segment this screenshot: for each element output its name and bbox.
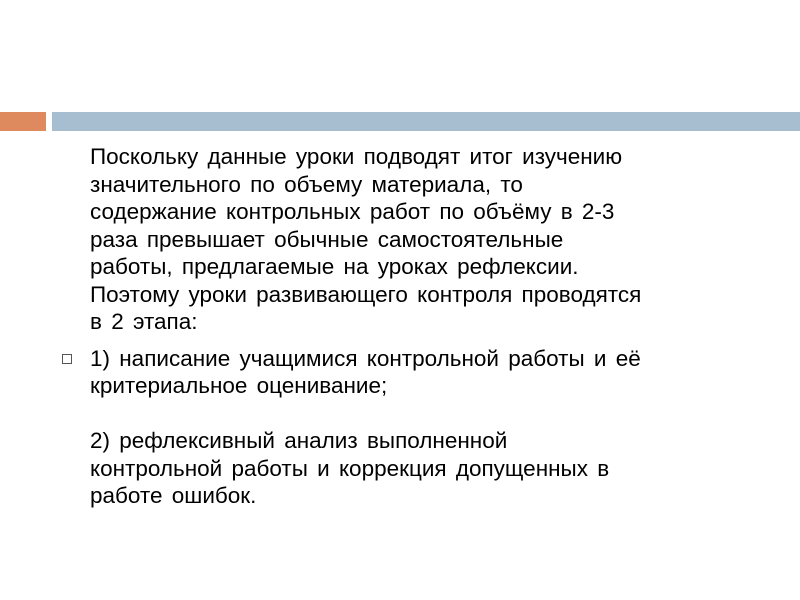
header-accent-bar-blue — [52, 112, 800, 131]
text-line: Поскольку данные уроки подводят итог изучению — [90, 144, 623, 169]
square-bullet-icon — [62, 354, 72, 364]
text-line: работе ошибок. — [90, 483, 257, 508]
text-line: значительного по объему материала, то — [90, 171, 523, 197]
text-line: 1) написание учащимися контрольной работы и её — [90, 345, 641, 371]
text-line: критериальное оценивание; — [90, 373, 388, 398]
text-line: 2) рефлексивный анализ выполненной — [90, 428, 508, 453]
blank-line — [90, 400, 780, 428]
text-line: работы, предлагаемые на уроках рефлексии. — [90, 254, 579, 279]
text-line: содержание контрольных работ по объёму в 2-3 — [90, 199, 615, 224]
text-line: раза превышает обычные самостоятельные — [90, 226, 564, 252]
text-line: контрольной работы и коррекция допущенных в — [90, 455, 610, 481]
slide-body — [90, 143, 780, 510]
intro-paragraph — [90, 143, 780, 336]
steps-list-item — [90, 345, 780, 510]
text-line: Поэтому уроки развивающего контроля проводятся — [90, 281, 642, 307]
header-accent-bar-orange — [0, 112, 46, 131]
text-line: в 2 этапа: — [90, 309, 198, 334]
